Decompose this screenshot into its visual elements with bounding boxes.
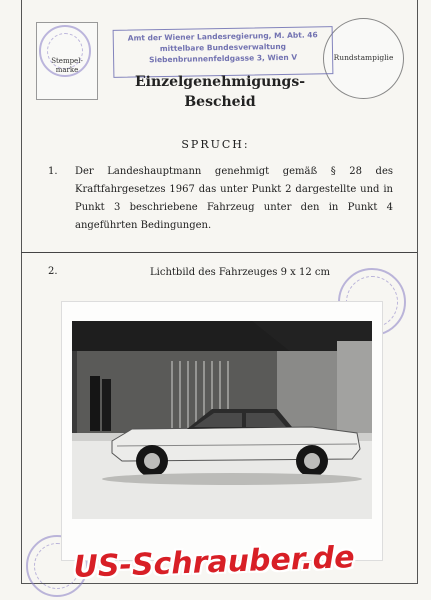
round-stamp-label: Rundstampiglie <box>333 53 394 62</box>
section-divider <box>21 252 417 253</box>
vehicle-photo-image <box>72 321 372 519</box>
item-1-number: 1. <box>48 166 58 177</box>
stamp-box-label: Stempel- marke <box>51 57 83 74</box>
authority-stamp-line-3: Siebenbrunnenfeldgasse 3, Wien V <box>148 52 298 65</box>
authority-stamp-line-2: mittelbare Bundesverwaltung <box>159 41 287 54</box>
item-2-number: 2. <box>48 266 58 277</box>
authority-stamp-line-1: Amt der Wiener Landesregierung, M. Abt. 46 <box>127 30 318 43</box>
document-title-line-1: Einzelgenehmigungs- <box>134 74 306 90</box>
photo-caption: Lichtbild des Fahrzeuges 9 x 12 cm <box>150 267 330 278</box>
authority-stamp <box>113 26 334 78</box>
revenue-stamp-box <box>36 22 98 100</box>
spruch-heading: SPRUCH: <box>181 138 250 151</box>
document-title-line-2: Bescheid <box>184 94 256 110</box>
vehicle-photo <box>72 321 372 519</box>
watermark-logo: US-Schrauber.de <box>72 540 356 585</box>
item-1-paragraph: Der Landeshauptmann genehmigt gemäß § 28 des Kraftfahrgesetzes 1967 das unter Punkt 2 dargestellte und in Punkt 3 beschriebene Fahrzeug unter den in Punkt 4 angeführten Bedingungen. <box>75 166 393 231</box>
